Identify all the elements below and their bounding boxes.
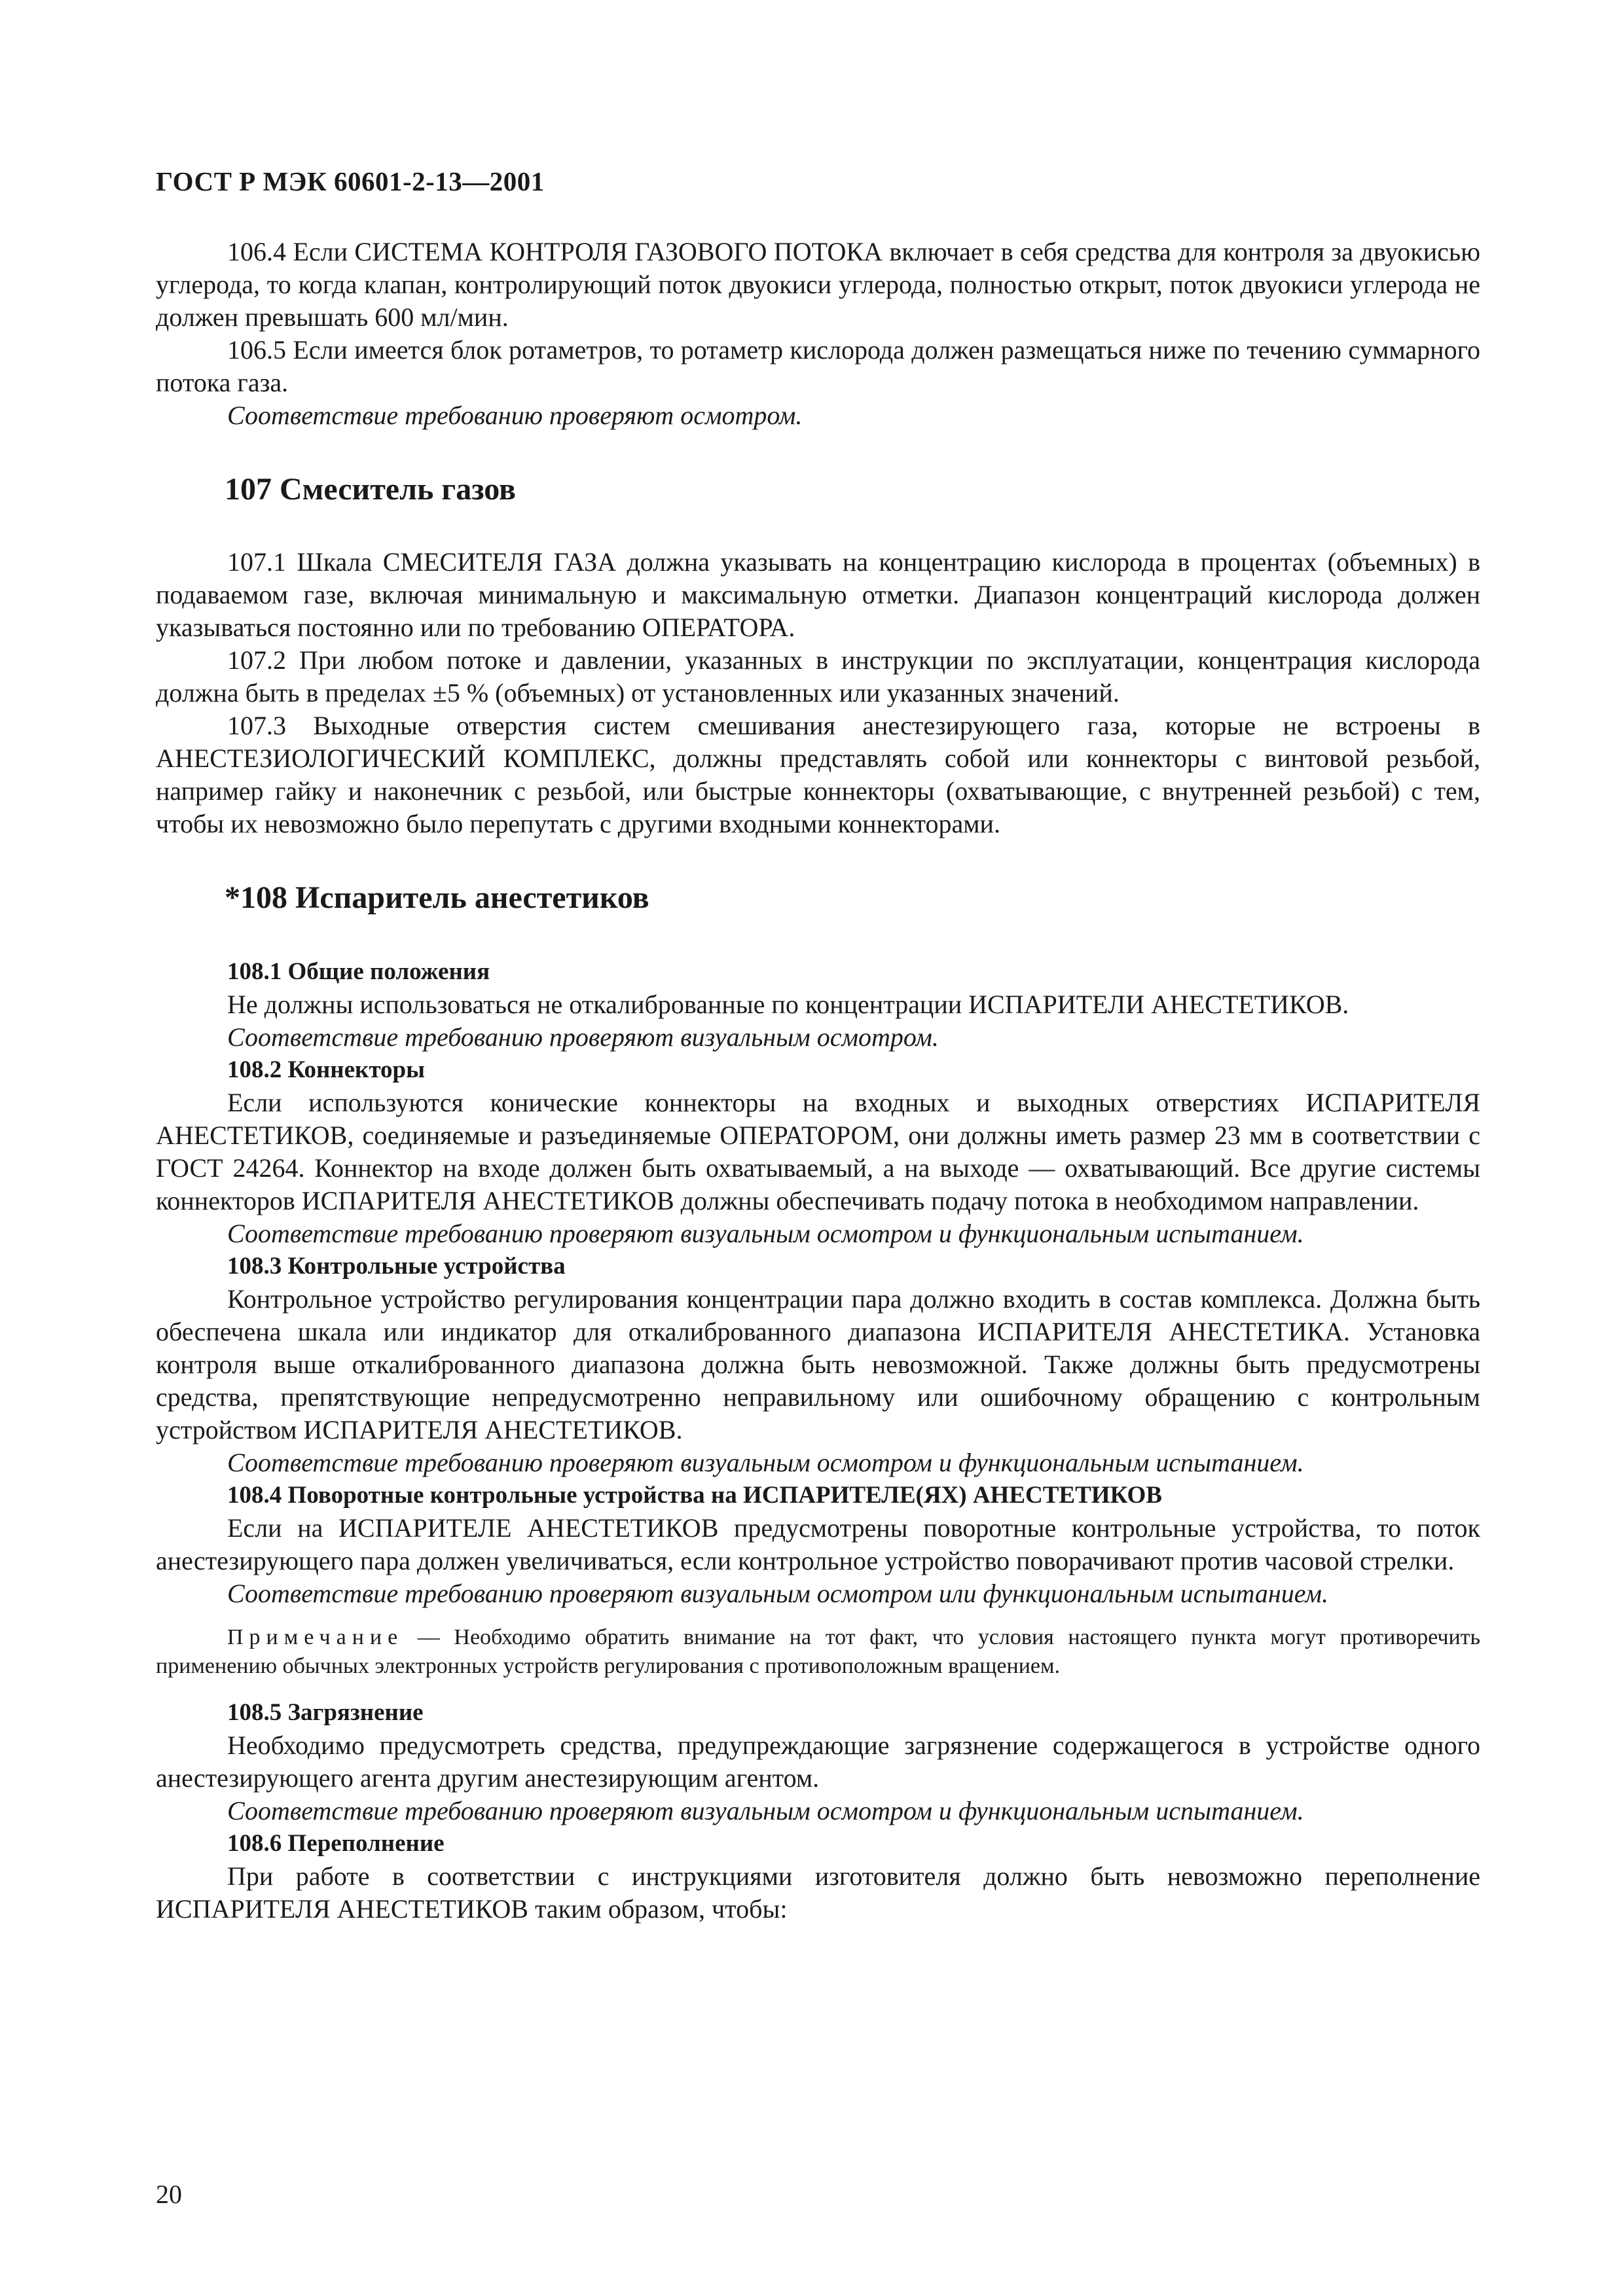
compliance-note-108-3: Соответствие требованию проверяют визуальным осмотром и функциональным испытанием. <box>227 1448 1304 1477</box>
paragraph-107-2: 107.2 При любом потоке и давлении, указанных в инструкции по эксплуатации, концентрация кислорода должна быть в пределах ±5 % (объемных) от установленных или указанных значений. <box>156 645 1480 708</box>
subsection-title-108-5: 108.5 Загрязнение <box>227 1699 424 1726</box>
compliance-note-108-5: Соответствие требованию проверяют визуальным осмотром и функциональным испытанием. <box>227 1796 1304 1825</box>
standard-header: ГОСТ Р МЭК 60601-2-13—2001 <box>156 166 545 196</box>
subsection-title-108-1: 108.1 Общие положения <box>227 958 490 985</box>
compliance-note-106: Соответствие требованию проверяют осмотром. <box>227 401 803 430</box>
paragraph-106-4: 106.4 Если СИСТЕМА КОНТРОЛЯ ГАЗОВОГО ПОТОКА включает в себя средства для контроля за двуокисью углерода, то когда клапан, контролирующий поток двуокиси углерода, полностью открыт, поток двуокиси углерода не должен превышать 600 мл/мин. <box>156 237 1480 332</box>
paragraph-108-3: Контрольное устройство регулирования концентрации пара должно входить в состав комплекса. Должна быть обеспечена шкала или индикатор для откалиброванного диапазона ИСПАРИТЕЛЯ АНЕСТЕТИКА. Установка контроля выше откалиброванного диапазона должна быть невозможной. Также должны быть предусмотрены средства, препятствующие непредусмотренно неправильному или ошибочному обращению с контрольным устройством ИСПАРИТЕЛЯ АНЕСТЕТИКОВ. <box>156 1284 1480 1444</box>
note-label: Примечание <box>227 1625 404 1649</box>
paragraph-107-3: 107.3 Выходные отверстия систем смешивания анестезирующего газа, которые не встроены в АНЕСТЕЗИОЛОГИЧЕСКИЙ КОМПЛЕКС, должны представлять собой или коннекторы с винтовой резьбой, например гайку и наконечник с резьбой, или быстрые коннекторы (охватывающие, с внутренней резьбой) с тем, чтобы их невозможно было перепутать с другими входными коннекторами. <box>156 711 1480 838</box>
document-body <box>156 236 1480 1926</box>
note-text: — Необходимо обратить внимание на тот факт, что условия настоящего пункта могут противоречить применению обычных электронных устройств регулирования с противоположным вращением. <box>156 1625 1480 1678</box>
subsection-title-108-4: 108.4 Поворотные контрольные устройства на ИСПАРИТЕЛЕ(ЯХ) АНЕСТЕТИКОВ <box>227 1482 1162 1509</box>
paragraph-108-4: Если на ИСПАРИТЕЛЕ АНЕСТЕТИКОВ предусмотрены поворотные контрольные устройства, то поток анестезирующего пара должен увеличиваться, если контрольное устройство поворачивают против часовой стрелки. <box>156 1513 1480 1575</box>
subsection-title-108-3: 108.3 Контрольные устройства <box>227 1253 566 1280</box>
paragraph-108-5: Необходимо предусмотреть средства, предупреждающие загрязнение содержащегося в устройстве одного анестезирующего агента другим анестезирующим агентом. <box>156 1731 1480 1793</box>
paragraph-108-6: При работе в соответствии с инструкциями изготовителя должно быть невозможно переполнение ИСПАРИТЕЛЯ АНЕСТЕТИКОВ таким образом, чтобы: <box>156 1861 1480 1924</box>
paragraph-108-1: Не должны использоваться не откалиброванные по концентрации ИСПАРИТЕЛИ АНЕСТЕТИКОВ. <box>227 990 1349 1019</box>
compliance-note-108-1: Соответствие требованию проверяют визуальным осмотром. <box>227 1022 939 1052</box>
compliance-note-108-2: Соответствие требованию проверяют визуальным осмотром и функциональным испытанием. <box>227 1219 1304 1248</box>
subsection-title-108-2: 108.2 Коннекторы <box>227 1056 426 1083</box>
paragraph-108-2: Если используются конические коннекторы на входных и выходных отверстиях ИСПАРИТЕЛЯ АНЕСТЕТИКОВ, соединяемые и разъединяемые ОПЕРАТОРОМ, они должны иметь размер 23 мм в соответствии с ГОСТ 24264. Коннектор на входе должен быть охватываемый, а на выходе — охватывающий. Все другие системы коннекторов ИСПАРИТЕЛЯ АНЕСТЕТИКОВ должны обеспечивать подачу потока в необходимом направлении. <box>156 1088 1480 1215</box>
note-108-4 <box>156 1623 1480 1681</box>
section-title-108: *108 Испаритель анестетиков <box>225 880 649 915</box>
section-title-107: 107 Смеситель газов <box>225 472 516 507</box>
compliance-note-108-4: Соответствие требованию проверяют визуальным осмотром или функциональным испытанием. <box>227 1579 1329 1608</box>
subsection-title-108-6: 108.6 Переполнение <box>227 1830 445 1857</box>
page-number: 20 <box>156 2179 182 2209</box>
paragraph-107-1: 107.1 Шкала СМЕСИТЕЛЯ ГАЗА должна указывать на концентрацию кислорода в процентах (объемных) в подаваемом газе, включая минимальную и максимальную отметки. Диапазон концентраций кислорода должен указываться постоянно или по требованию ОПЕРАТОРА. <box>156 547 1480 642</box>
paragraph-106-5: 106.5 Если имеется блок ротаметров, то ротаметр кислорода должен размещаться ниже по течению суммарного потока газа. <box>156 335 1480 397</box>
